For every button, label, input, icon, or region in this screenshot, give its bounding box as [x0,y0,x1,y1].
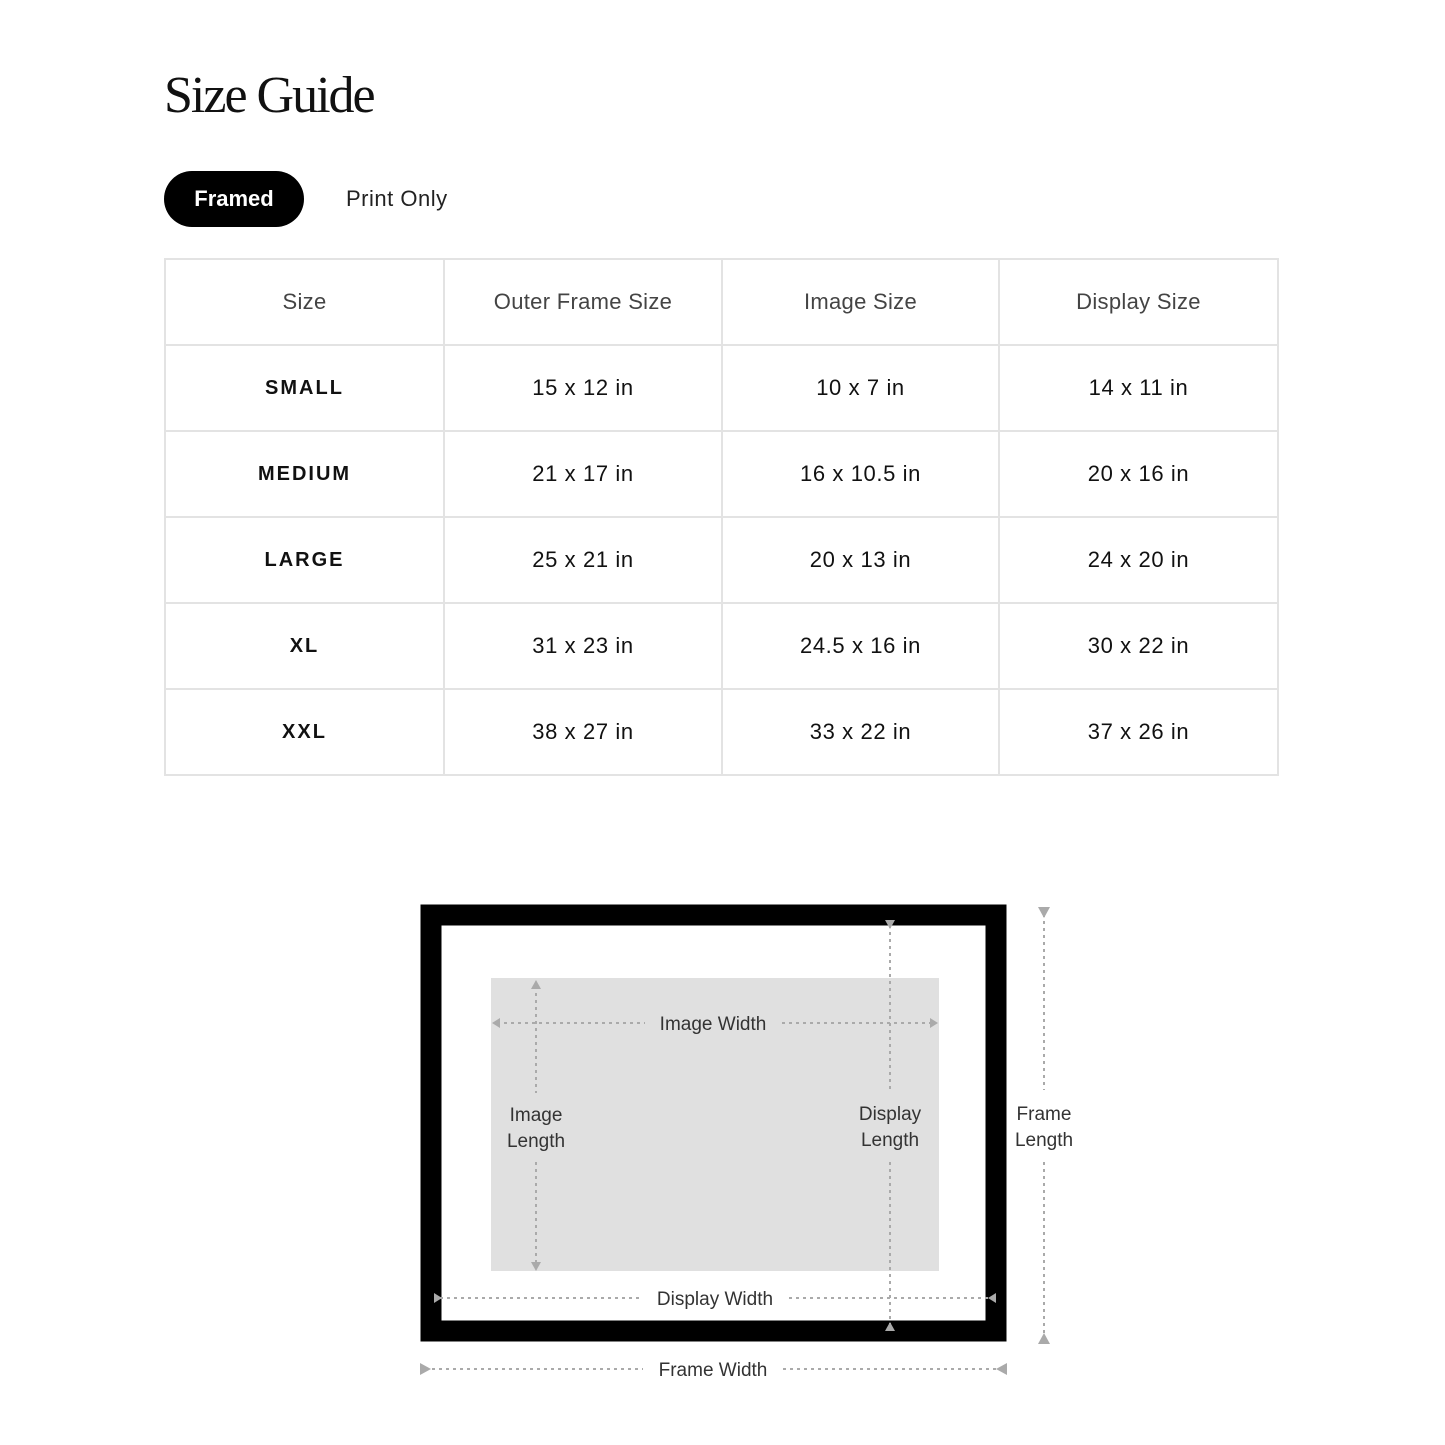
label-frame-width: Frame Width [658,1360,768,1381]
tab-print-only[interactable]: Print Only [346,186,448,211]
label-frame-length-line1: Frame [1016,1104,1072,1125]
image-size: 20 x 13 in [722,517,999,603]
image-size: 10 x 7 in [722,345,999,431]
label-image-length-line1: Image [509,1105,563,1126]
header-size: Size [165,259,444,345]
header-outer-frame-size: Outer Frame Size [444,259,722,345]
label-display-length-line1: Display [858,1104,922,1125]
outer-frame-size: 21 x 17 in [444,431,722,517]
display-size: 30 x 22 in [999,603,1278,689]
tab-framed[interactable]: Framed [164,171,304,227]
image-size: 16 x 10.5 in [722,431,999,517]
label-frame-length-line2: Length [1014,1130,1074,1151]
display-size: 37 x 26 in [999,689,1278,775]
display-size: 24 x 20 in [999,517,1278,603]
page-title: Size Guide [164,67,374,124]
label-display-length-line2: Length [860,1130,920,1151]
arrow-icon [1038,1333,1050,1344]
outer-frame-size: 15 x 12 in [444,345,722,431]
size-name: XL [165,603,444,689]
outer-frame-size: 38 x 27 in [444,689,722,775]
label-image-width: Image Width [659,1014,767,1035]
size-name: XXL [165,689,444,775]
outer-frame-size: 31 x 23 in [444,603,722,689]
outer-frame-size: 25 x 21 in [444,517,722,603]
display-size: 14 x 11 in [999,345,1278,431]
display-size: 20 x 16 in [999,431,1278,517]
image-size: 24.5 x 16 in [722,603,999,689]
size-name: LARGE [165,517,444,603]
arrow-icon [996,1363,1007,1375]
size-name: MEDIUM [165,431,444,517]
size-name: SMALL [165,345,444,431]
image-size: 33 x 22 in [722,689,999,775]
header-image-size: Image Size [722,259,999,345]
arrow-icon [1038,907,1050,918]
label-display-width: Display Width [656,1289,774,1310]
arrow-icon [420,1363,431,1375]
label-image-length-line2: Length [506,1131,566,1152]
header-display-size: Display Size [999,259,1278,345]
